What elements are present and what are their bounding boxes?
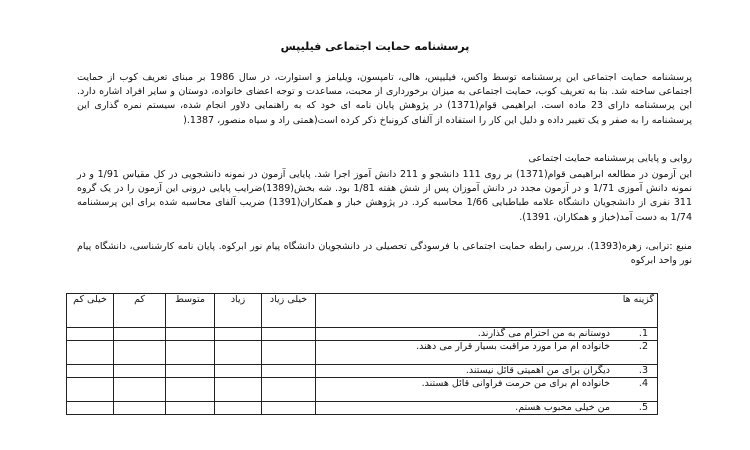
answer-cell[interactable] — [166, 328, 215, 341]
item-number: 4. — [638, 378, 648, 389]
answer-cell[interactable] — [67, 365, 114, 378]
answer-cell[interactable] — [166, 341, 215, 365]
intro-paragraph: پرسشنامه حمایت اجتماعی این پرسشنامه توسط واکس، فیلیپس، هالی، تامپسون، ویلیامز و استوارت، در سال 1986 بر مبنای تعریف کوب از حمایت اجتماعی ساخته شد. بنا به تعریف کوب، حمایت اجتماعی به میزان برخورداری از محبت، مساعدت و توجه اعضای خانواده، دوستان و سایر افراد اشاره دارد. این پرسشنامه دارای 23 ماده است. ابراهیمی قوام(1371) در پژوهش پایان نامه ای خود که به راهنمایی دلاور انجام شده، سیستم نمره گذاری این پرسشنامه را به صفر و یک تغییر داده و دلیل این کار را استفاده از آلفای کرونباخ ذکر کرده است(همتی راد و سیاه منصور، 1387.( — [77, 72, 692, 126]
answer-cell[interactable] — [114, 402, 166, 415]
reliability-paragraph: این آزمون در مطالعه ابراهیمی قوام(1371) بر روی 111 دانشجو و 211 دانش آموز اجرا شد. پایایی آزمون در نمونه دانشجویی در کل مقیاس 1/91 و در نمونه دانش آموزی 1/71 و در آزمون مجدد در دانش آموزان پس از شش هفته 1/81 بود. شه بخش(1389)ضرایب پایایی درونی این آزمون را در یک گروه 311 نفری از دانشجویان دانشگاه علامه طباطبایی 1/66 محاسبه کرد. در پژوهش خباز و همکاران(1391) ضریب آلفای محاسبه شده برای این پرسشنامه 1/74 به دست آمد(خباز و همکاران، 1391). — [77, 169, 693, 223]
item-text: من خیلی محبوب هستم. — [515, 402, 610, 413]
answer-cell[interactable] — [262, 341, 316, 365]
table-row — [67, 378, 658, 402]
header-low: کم — [114, 294, 166, 328]
item-text: دوستانم به من احترام می گذارند. — [477, 328, 610, 339]
answer-cell[interactable] — [67, 341, 114, 365]
table-header-row — [67, 294, 658, 328]
answer-cell[interactable] — [67, 402, 114, 415]
answer-cell[interactable] — [215, 402, 262, 415]
answer-cell[interactable] — [262, 328, 316, 341]
table-row — [67, 365, 658, 378]
item-cell — [316, 365, 658, 378]
header-items: گزینه ها — [316, 294, 658, 328]
answer-cell[interactable] — [114, 341, 166, 365]
answer-cell[interactable] — [166, 365, 215, 378]
header-medium: متوسط — [166, 294, 215, 328]
item-text: دیگران برای من اهمیتی قائل نیستند. — [465, 365, 610, 376]
table-row — [67, 402, 658, 415]
answer-cell[interactable] — [166, 378, 215, 402]
item-cell — [316, 378, 658, 402]
item-text: خانواده ام برای من حرمت فراوانی قائل هستند. — [421, 378, 610, 389]
answer-cell[interactable] — [262, 378, 316, 402]
item-number: 5. — [638, 402, 648, 413]
answer-cell[interactable] — [215, 378, 262, 402]
answer-cell[interactable] — [166, 402, 215, 415]
table-row — [67, 328, 658, 341]
item-cell — [316, 328, 658, 341]
answer-cell[interactable] — [262, 365, 316, 378]
header-very-low: خیلی کم — [67, 294, 114, 328]
answer-cell[interactable] — [215, 365, 262, 378]
item-text: خانواده ام مرا مورد مراقبت بسیار قرار می دهند. — [416, 341, 610, 352]
document-title: پرسشنامه حمایت اجتماعی فیلیپس — [280, 40, 470, 53]
source-paragraph: منبع :ترابی، زهره(1393). بررسی رابطه حمایت اجتماعی با فرسودگی تحصیلی در دانشجویان دانشگاه پیام نور ابرکوه. پایان نامه کارشناسی، دانشگاه پیام نور واحد ابرکوه — [77, 241, 692, 267]
answer-cell[interactable] — [67, 378, 114, 402]
answer-cell[interactable] — [114, 328, 166, 341]
answer-cell[interactable] — [114, 378, 166, 402]
answer-cell[interactable] — [262, 402, 316, 415]
item-cell — [316, 402, 658, 415]
survey-table — [66, 293, 658, 415]
answer-cell[interactable] — [215, 328, 262, 341]
answer-cell[interactable] — [114, 365, 166, 378]
item-number: 2. — [638, 341, 648, 352]
answer-cell[interactable] — [215, 341, 262, 365]
item-number: 3. — [638, 365, 648, 376]
answer-cell[interactable] — [67, 328, 114, 341]
item-cell — [316, 341, 658, 365]
header-high: زیاد — [215, 294, 262, 328]
item-number: 1. — [638, 328, 648, 339]
table-row — [67, 341, 658, 365]
header-very-high: خیلی زیاد — [262, 294, 316, 328]
section-heading: روایی و پایایی پرسشنامه حمایت اجتماعی — [528, 153, 692, 164]
